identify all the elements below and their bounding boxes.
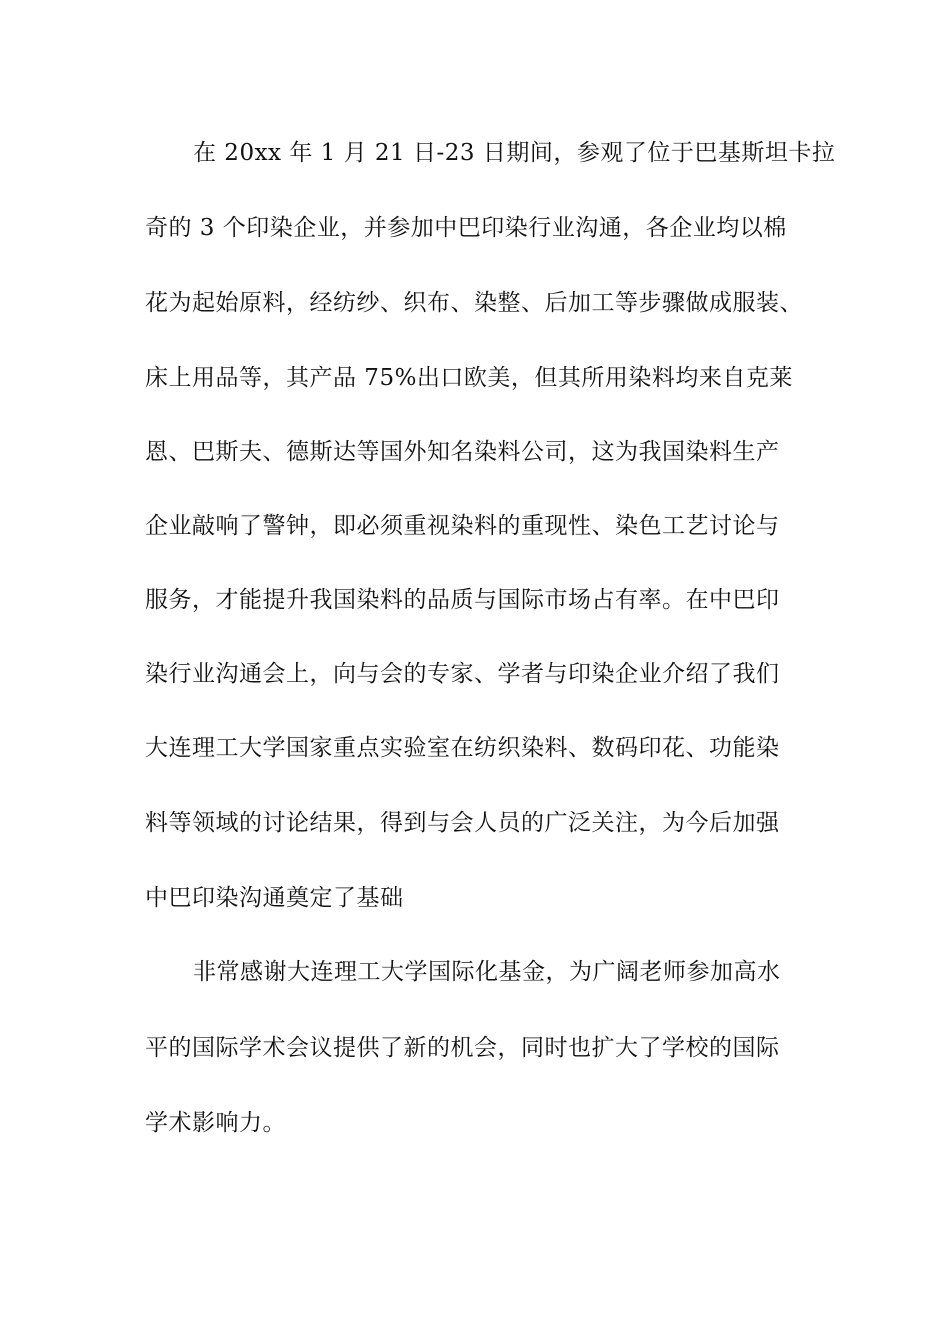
paragraph-2-line-3: 学术影响力。 bbox=[145, 1110, 286, 1136]
paragraph-1-line-4: 床上用品等，其产品 75%出口欧美，但其所用染料均来自克莱 bbox=[145, 365, 793, 391]
paragraph-1-line-6: 企业敲响了警钟，即必须重视染料的重现性、染色工艺讨论与 bbox=[145, 513, 780, 539]
paragraph-1-line-5: 恩、巴斯夫、德斯达等国外知名染料公司，这为我国染料生产 bbox=[145, 439, 780, 465]
paragraph-2-line-1: 非常感谢大连理工大学国际化基金，为广阔老师参加高水 bbox=[193, 959, 781, 985]
paragraph-1-line-11: 中巴印染沟通奠定了基础 bbox=[145, 885, 404, 911]
paragraph-1-line-9: 大连理工大学国家重点实验室在纺织染料、数码印花、功能染 bbox=[145, 735, 780, 761]
paragraph-1-line-3: 花为起始原料，经纺纱、织布、染整、后加工等步骤做成服装、 bbox=[145, 290, 803, 316]
paragraph-1-line-1: 在 20xx 年 1 月 21 日-23 日期间，参观了位于巴基斯坦卡拉 bbox=[193, 140, 836, 166]
paragraph-2-line-2: 平的国际学术会议提供了新的机会，同时也扩大了学校的国际 bbox=[145, 1035, 780, 1061]
paragraph-1-line-10: 料等领域的讨论结果，得到与会人员的广泛关注，为今后加强 bbox=[145, 810, 780, 836]
paragraph-1-line-8: 染行业沟通会上，向与会的专家、学者与印染企业介绍了我们 bbox=[145, 661, 780, 687]
paragraph-1-line-2: 奇的 3 个印染企业，并参加中巴印染行业沟通，各企业均以棉 bbox=[145, 215, 787, 241]
paragraph-1-line-7: 服务，才能提升我国染料的品质与国际市场占有率。在中巴印 bbox=[145, 587, 780, 613]
